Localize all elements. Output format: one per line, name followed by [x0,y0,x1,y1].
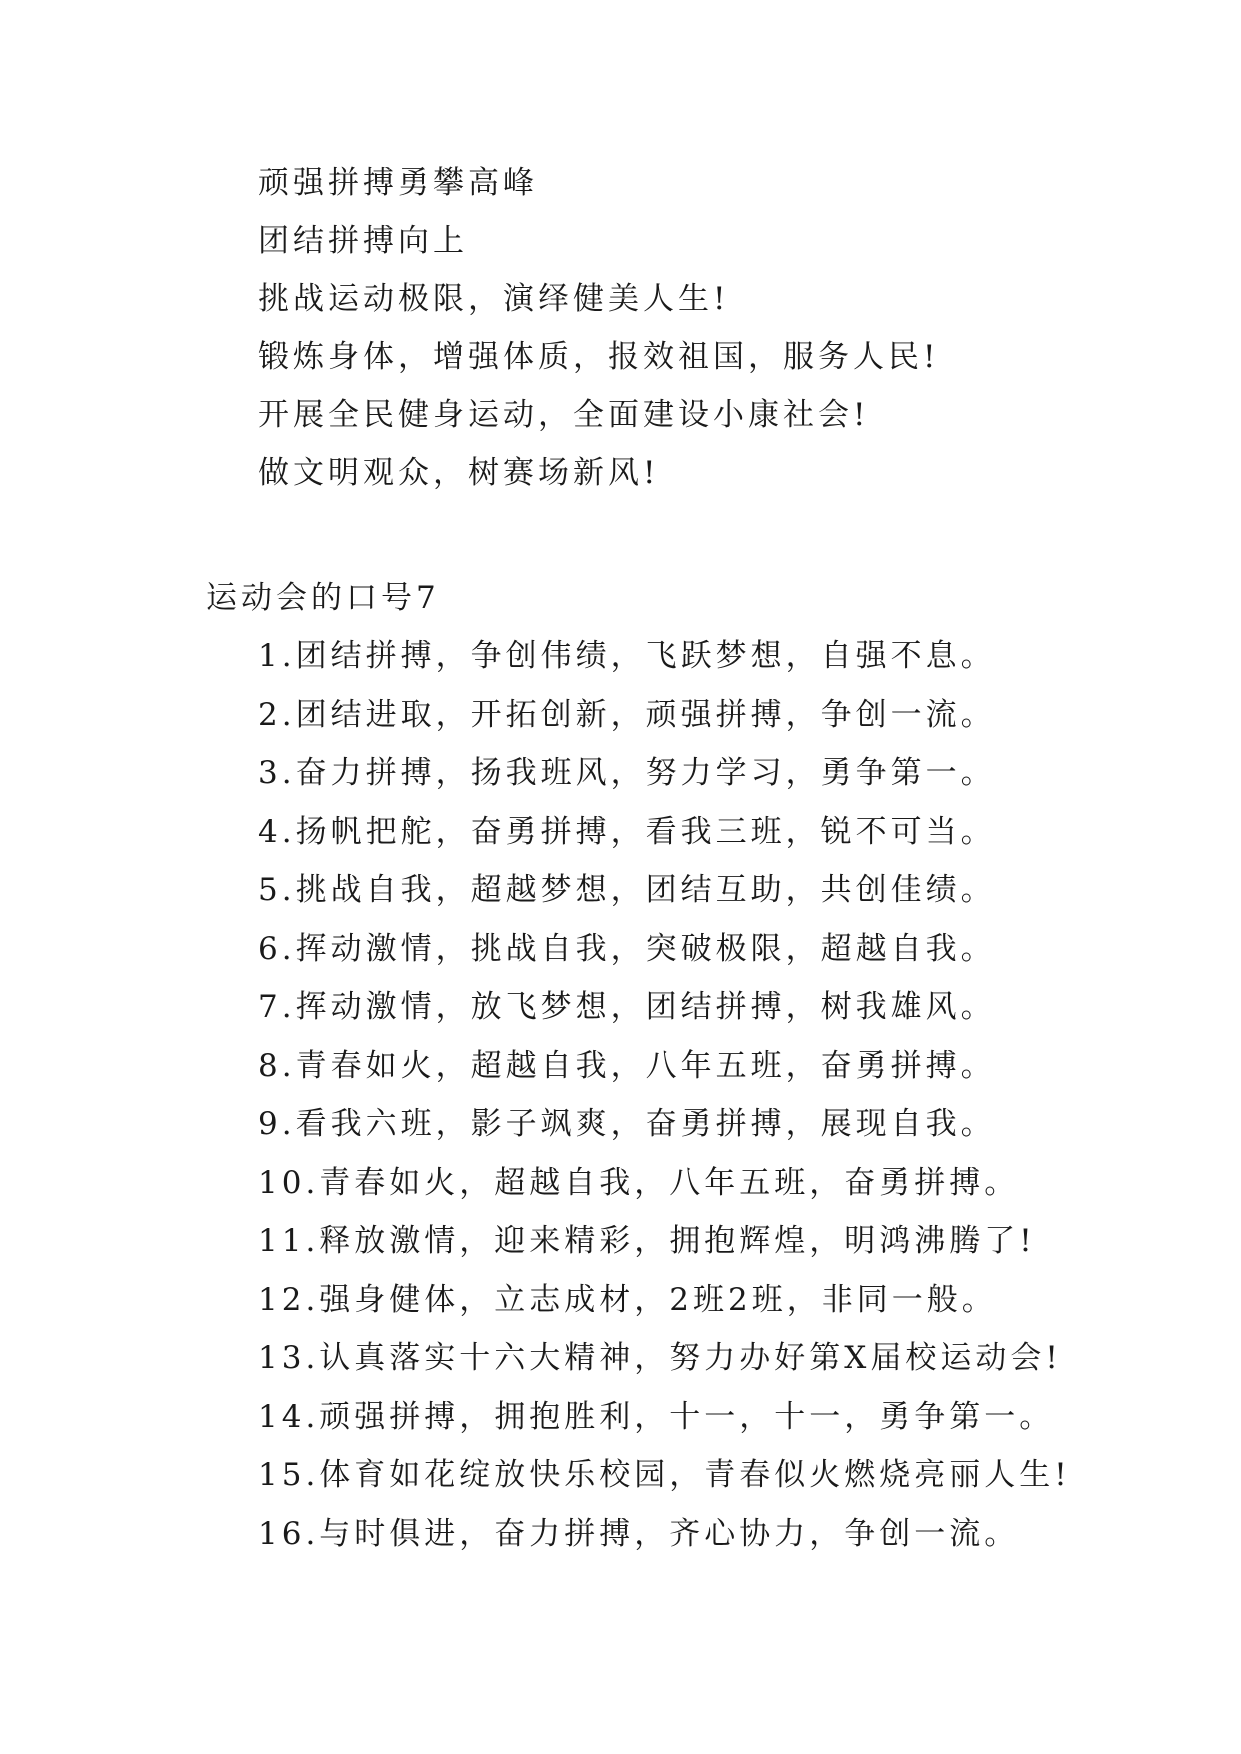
list-item: 4.扬帆把舵，奋勇拼搏，看我三班，锐不可当。 [258,813,996,850]
list-item: 10.青春如火，超越自我，八年五班，奋勇拼搏。 [258,1164,1020,1201]
slogan-line: 挑战运动极限，演绎健美人生! [258,281,730,317]
slogan-line: 开展全民健身运动，全面建设小康社会! [258,397,870,433]
numbered-slogan-list [258,627,1158,1563]
list-item: 11.释放激情，迎来精彩，拥抱辉煌，明鸿沸腾了! [258,1223,1036,1259]
list-item: 5.挑战自我，超越梦想，团结互助，共创佳绩。 [258,872,996,908]
list-item: 6.挥动激情，挑战自我，突破极限，超越自我。 [258,930,996,967]
slogan-line: 团结拼搏向上 [258,223,468,259]
list-item: 2.团结进取，开拓创新，顽强拼搏，争创一流。 [258,696,996,733]
slogan-list-top [258,154,1158,502]
list-item: 16.与时俱进，奋力拼搏，齐心协力，争创一流。 [258,1515,1020,1552]
list-item: 1.团结拼搏，争创伟绩，飞跃梦想，自强不息。 [258,638,996,674]
list-item: 12.强身健体，立志成材，2班2班，非同一般。 [258,1281,997,1318]
list-item: 7.挥动激情，放飞梦想，团结拼搏，树我雄风。 [258,989,996,1025]
slogan-line: 做文明观众，树赛场新风! [258,455,660,491]
list-item: 3.奋力拼搏，扬我班风，努力学习，勇争第一。 [258,755,996,791]
slogan-line: 顽强拼搏勇攀高峰 [258,165,538,201]
list-item: 8.青春如火，超越自我，八年五班，奋勇拼搏。 [258,1047,996,1084]
list-item: 14.顽强拼搏，拥抱胜利，十一，十一，勇争第一。 [258,1398,1055,1435]
list-item: 9.看我六班，影子飒爽，奋勇拼搏，展现自我。 [258,1106,996,1142]
section-heading: 运动会的口号7 [206,580,440,616]
list-item: 13.认真落实十六大精神，努力办好第X届校运动会! [258,1340,1062,1376]
list-item: 15.体育如花绽放快乐校园，青春似火燃烧亮丽人生! [258,1457,1071,1493]
slogan-line: 锻炼身体，增强体质，报效祖国，服务人民! [258,339,940,375]
